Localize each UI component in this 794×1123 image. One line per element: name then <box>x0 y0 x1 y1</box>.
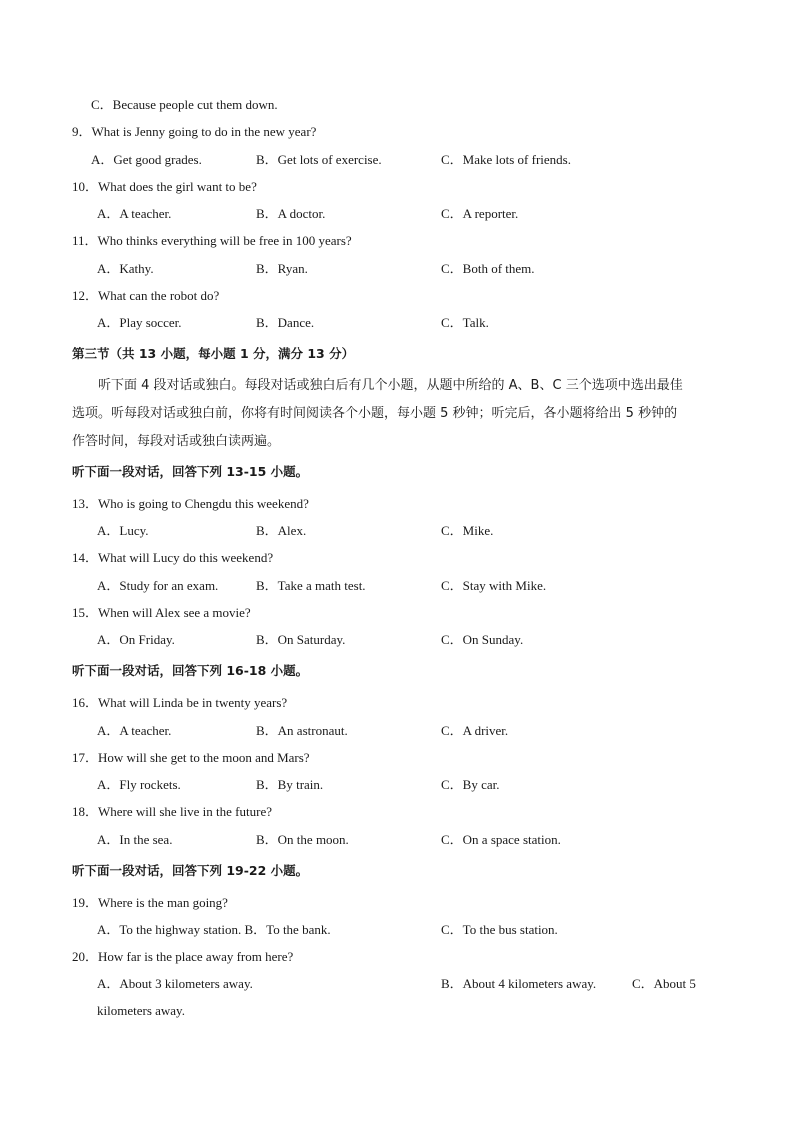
option-c: C．On Sunday. <box>441 632 524 647</box>
option-a: A．A teacher. <box>97 723 172 738</box>
question-stem: 19．Where is the man going? <box>72 895 228 910</box>
option-b: B．Ryan. <box>256 261 308 276</box>
question-stem: 12．What can the robot do? <box>72 288 220 303</box>
option-c: C．Make lots of friends. <box>441 152 571 167</box>
option-a: A．On Friday. <box>97 632 175 647</box>
group-heading: 听下面一段对话，回答下列 13-15 小题。 <box>72 464 309 479</box>
option-b: B．Dance. <box>256 315 315 330</box>
group-heading: 听下面一段对话，回答下列 16-18 小题。 <box>72 663 309 678</box>
option-b: B．Alex. <box>256 523 307 538</box>
option-b: B．On the moon. <box>256 832 349 847</box>
option-a: A．In the sea. <box>97 832 173 847</box>
instruction-line: 作答时间，每段对话或独白读两遍。 <box>72 434 281 449</box>
option-c: C．A driver. <box>441 723 509 738</box>
option-c: C．On a space station. <box>441 832 561 847</box>
option-b: B．About 4 kilometers away. <box>441 976 597 991</box>
option-a: A．Lucy. <box>97 523 149 538</box>
question-stem: 10．What does the girl want to be? <box>72 179 257 194</box>
section-heading: 第三节（共 13 小题，每小题 1 分，满分 13 分） <box>72 346 355 361</box>
question-stem: 11．Who thinks everything will be free in 100 years? <box>72 233 352 248</box>
option-a-b: A．To the highway station. B．To the bank. <box>97 922 331 937</box>
question-stem: 17．How will she get to the moon and Mars? <box>72 750 310 765</box>
option-b: B．Take a math test. <box>256 578 366 593</box>
option-c: C．Talk. <box>441 315 489 330</box>
option-a: A．Kathy. <box>97 261 154 276</box>
option-c: C．A reporter. <box>441 206 519 221</box>
option-a: A．Get good grades. <box>91 152 202 167</box>
option-c: C．Mike. <box>441 523 494 538</box>
option-c: C．To the bus station. <box>441 922 558 937</box>
question-stem: 15．When will Alex see a movie? <box>72 605 251 620</box>
option-a: A．A teacher. <box>97 206 172 221</box>
option-b: B．A doctor. <box>256 206 326 221</box>
question-stem: 14．What will Lucy do this weekend? <box>72 550 274 565</box>
option-b: B．By train. <box>256 777 324 792</box>
instruction-line: 选项。听每段对话或独白前，你将有时间阅读各个小题，每小题 5 秒钟；听完后，各小题将给出 5 秒钟的 <box>72 406 678 421</box>
question-stem: 18．Where will she live in the future? <box>72 804 272 819</box>
option-c: C．Both of them. <box>441 261 535 276</box>
option-b: B．An astronaut. <box>256 723 348 738</box>
question-stem: 9．What is Jenny going to do in the new year? <box>72 124 317 139</box>
instruction-line: 听下面 4 段对话或独白。每段对话或独白后有几个小题，从题中所给的 A、B、C 三个选项中选出最佳 <box>98 378 683 393</box>
option-c: C．By car. <box>441 777 500 792</box>
option-b: B．Get lots of exercise. <box>256 152 382 167</box>
option-c: C．Because people cut them down. <box>91 97 278 112</box>
option-a: A．Fly rockets. <box>97 777 181 792</box>
group-heading: 听下面一段对话，回答下列 19-22 小题。 <box>72 863 309 878</box>
option-a: A．About 3 kilometers away. <box>97 976 253 991</box>
option-b: B．On Saturday. <box>256 632 346 647</box>
question-stem: 20．How far is the place away from here? <box>72 949 294 964</box>
option-c-continuation: kilometers away. <box>97 1003 185 1018</box>
option-c: C．Stay with Mike. <box>441 578 547 593</box>
question-stem: 13．Who is going to Chengdu this weekend? <box>72 496 309 511</box>
question-stem: 16．What will Linda be in twenty years? <box>72 695 288 710</box>
option-a: A．Play soccer. <box>97 315 182 330</box>
option-c: C．About 5 <box>632 976 696 991</box>
option-a: A．Study for an exam. <box>97 578 219 593</box>
